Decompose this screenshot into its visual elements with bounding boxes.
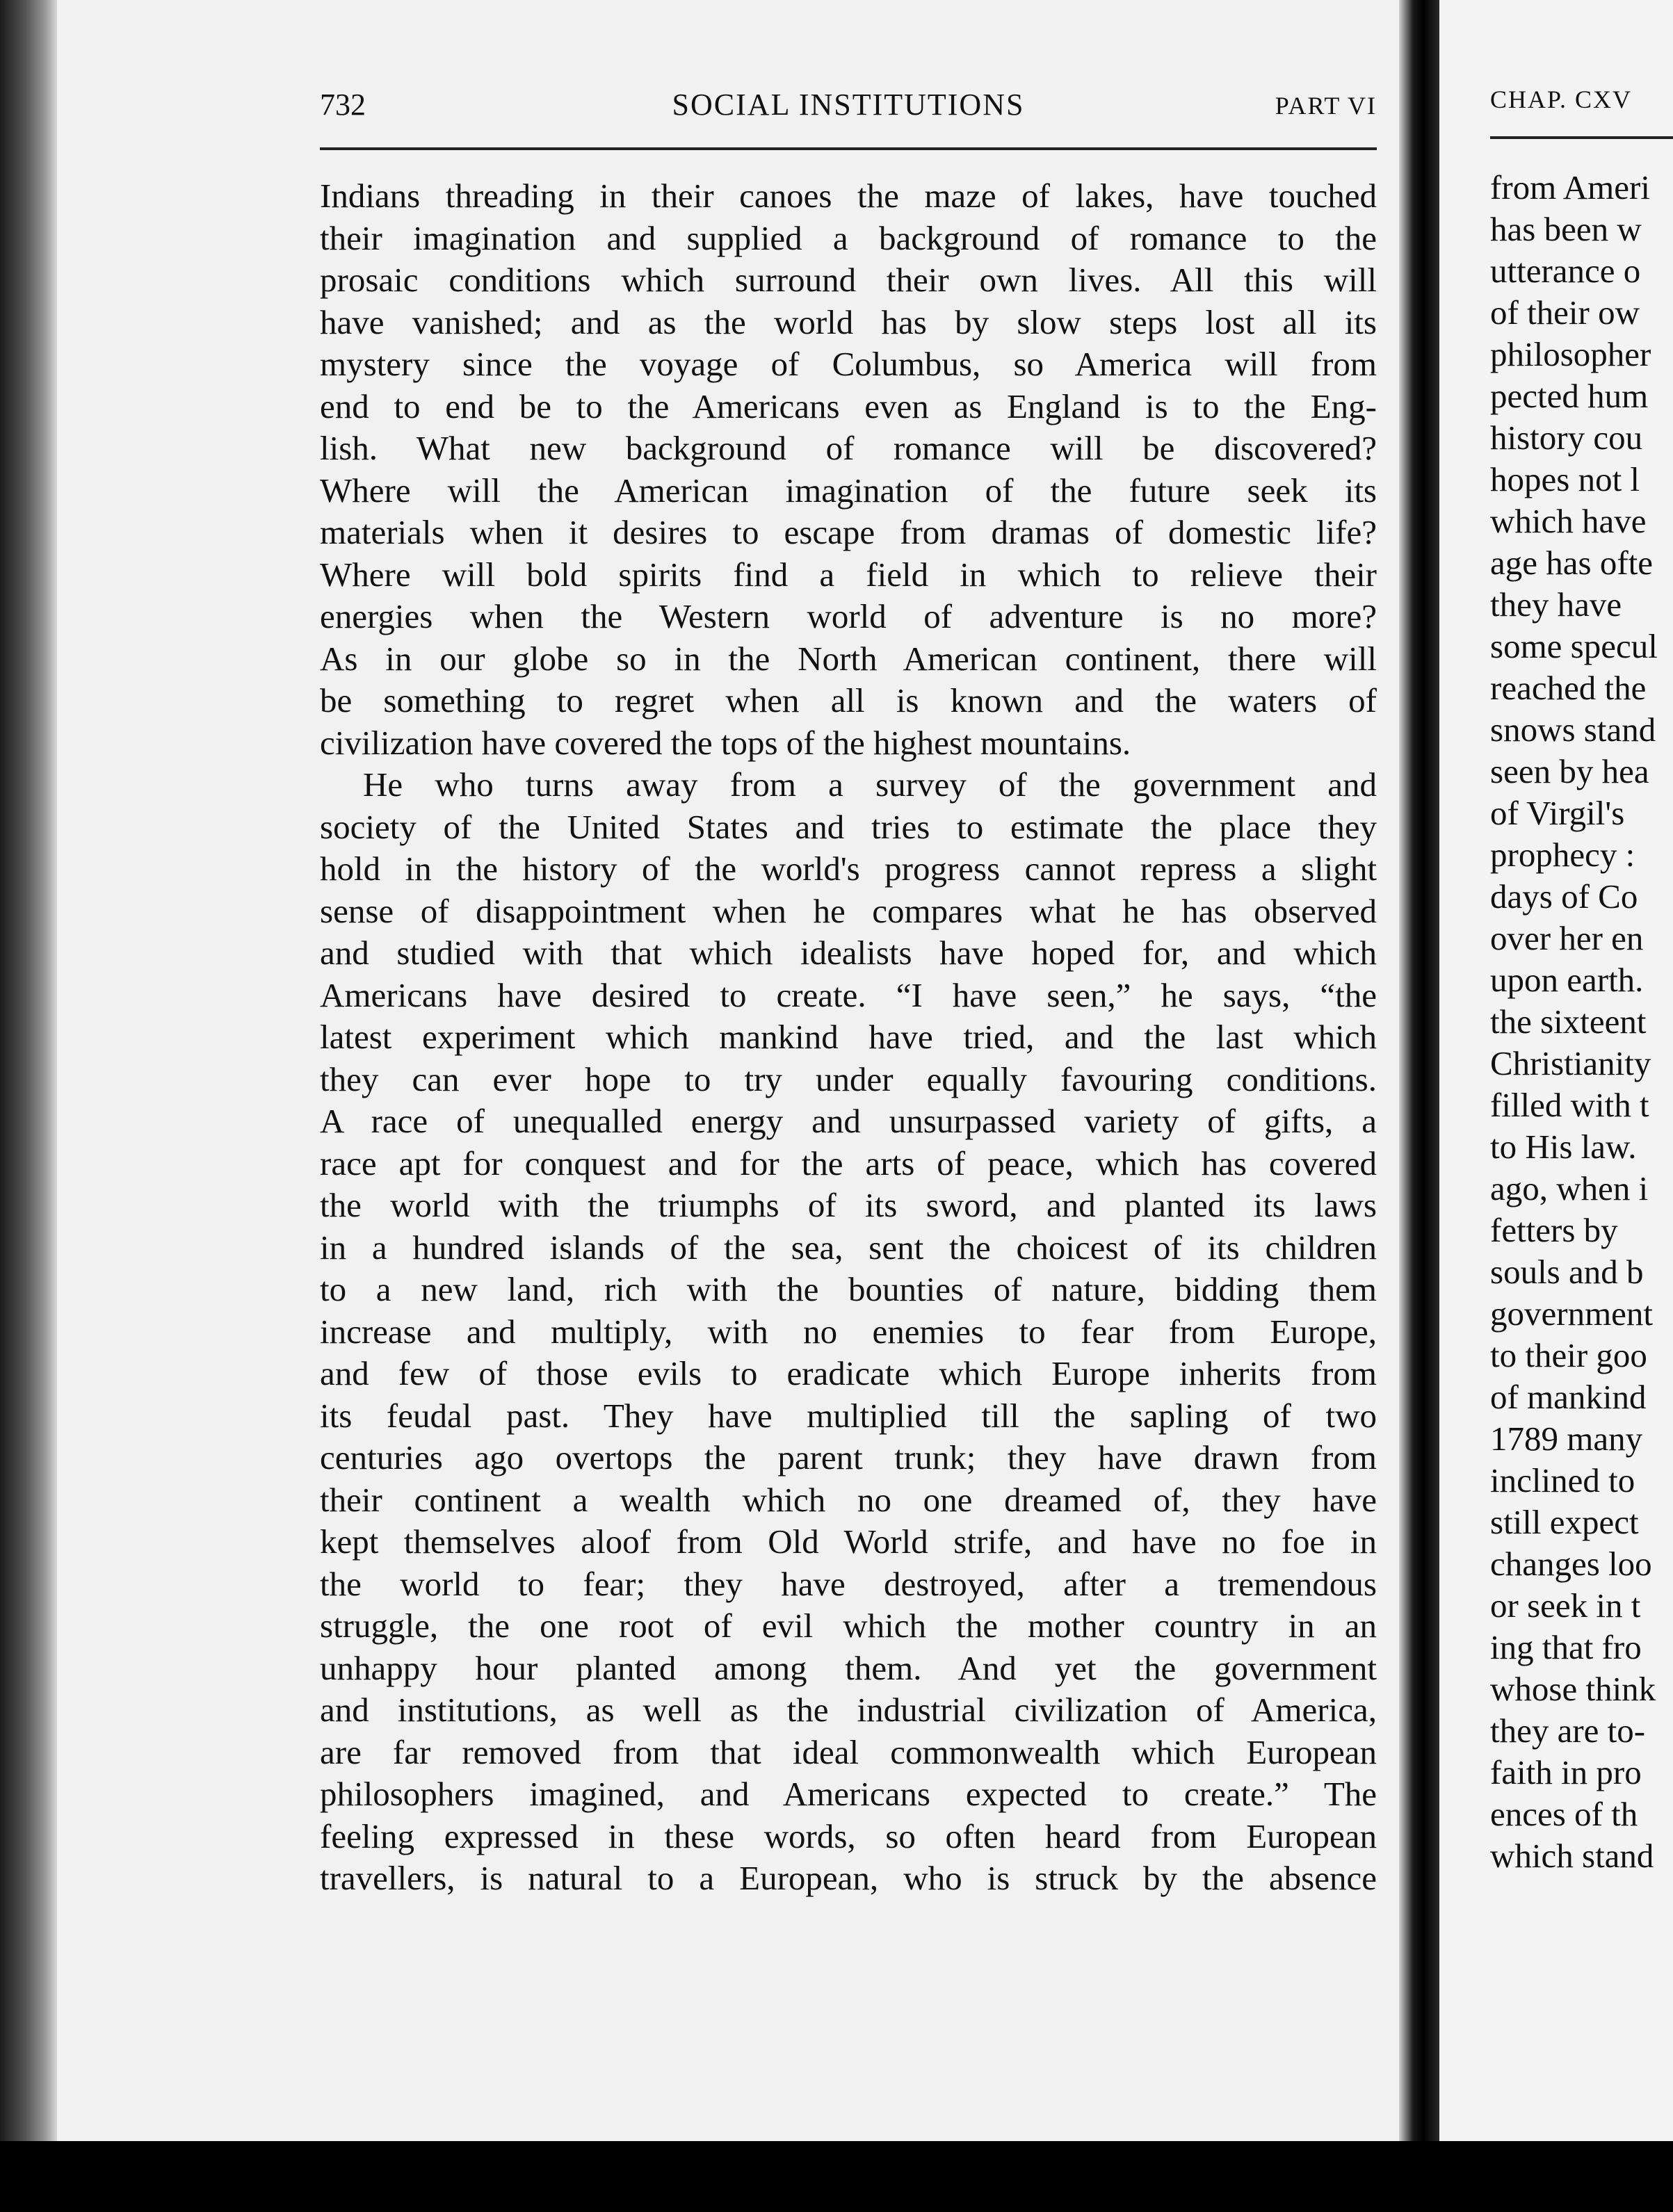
- text-line: the world to fear; they have destroyed, after a tremendous: [320, 1564, 1377, 1603]
- text-line: philosophers imagined, and Americans expected to create.” The: [320, 1775, 1377, 1813]
- text-line: history cou: [1490, 418, 1643, 457]
- text-line: be something to regret when all is known and the waters of: [320, 681, 1377, 719]
- text-line: snows stand: [1490, 710, 1656, 749]
- text-line: As in our globe so in the North American continent, there will: [320, 639, 1377, 678]
- text-line: has been w: [1490, 210, 1642, 248]
- text-line: ences of th: [1490, 1795, 1638, 1833]
- left-page-header: [320, 87, 1377, 129]
- text-line: unhappy hour planted among them. And yet the government: [320, 1648, 1377, 1687]
- text-line: seen by hea: [1490, 752, 1649, 790]
- text-line: are far removed from that ideal commonwealth which European: [320, 1732, 1377, 1771]
- text-line: A race of unequalled energy and unsurpassed variety of gifts, a: [320, 1102, 1377, 1140]
- text-line: the sixteent: [1490, 1002, 1647, 1041]
- text-line: sense of disappointment when he compares what he has observed: [320, 891, 1377, 930]
- text-line: to His law.: [1490, 1128, 1637, 1166]
- text-line: they are to-: [1490, 1711, 1646, 1750]
- text-line: ago, when i: [1490, 1169, 1649, 1207]
- book-edge-shadow: [0, 0, 57, 2212]
- text-line: they can ever hope to try under equally favouring conditions.: [320, 1059, 1377, 1098]
- text-line: to a new land, rich with the bounties of nature, bidding them: [320, 1270, 1377, 1308]
- text-line: inclined to: [1490, 1461, 1635, 1499]
- text-line: Indians threading in their canoes the maze of lakes, have touched: [320, 177, 1377, 215]
- text-line: government: [1490, 1294, 1654, 1333]
- scan-border: [0, 2141, 1673, 2212]
- page-number: 732: [320, 88, 366, 122]
- right-page-text: [1490, 167, 1658, 1877]
- text-line: struggle, the one root of evil which the mother country in an: [320, 1607, 1377, 1645]
- text-line: its feudal past. They have multiplied till the sapling of two: [320, 1396, 1377, 1435]
- text-line: hopes not l: [1490, 460, 1640, 498]
- right-header-rule: [1490, 136, 1673, 139]
- text-line: latest experiment which mankind have tried, and the last which: [320, 1018, 1377, 1056]
- body-text: [320, 175, 1377, 1900]
- text-line: of their ow: [1490, 293, 1640, 332]
- text-line: end to end be to the Americans even as England is to the Eng-: [320, 387, 1377, 425]
- text-line: hold in the history of the world's progress cannot repress a slight: [320, 849, 1377, 888]
- text-line: society of the United States and tries to estimate the place they: [320, 807, 1377, 846]
- text-line: travellers, is natural to a European, who is struck by the absence: [320, 1859, 1377, 1897]
- text-line: Where will bold spirits find a field in which to relieve their: [320, 555, 1377, 594]
- part-label: PART VI: [1275, 92, 1377, 120]
- text-line: which stand: [1490, 1837, 1654, 1875]
- text-line: Americans have desired to create. “I have seen,” he says, “the: [320, 975, 1377, 1014]
- text-line: 1789 many: [1490, 1420, 1643, 1458]
- text-line: still expect: [1490, 1503, 1639, 1541]
- text-line: prophecy :: [1490, 836, 1635, 874]
- text-line: utterance o: [1490, 252, 1641, 290]
- text-line: days of Co: [1490, 877, 1638, 916]
- right-page-header: CHAP. CXV: [1490, 86, 1633, 113]
- text-line: to their goo: [1490, 1336, 1647, 1374]
- text-line: which have: [1490, 502, 1647, 540]
- text-line: or seek in t: [1490, 1586, 1641, 1625]
- text-line: faith in pro: [1490, 1753, 1642, 1791]
- text-line: filled with t: [1490, 1086, 1649, 1124]
- text-line: Where will the American imagination of the future seek its: [320, 471, 1377, 510]
- text-line: from Ameri: [1490, 168, 1650, 206]
- text-line: increase and multiply, with no enemies to fear from Europe,: [320, 1312, 1377, 1351]
- text-line: of mankind: [1490, 1378, 1647, 1416]
- text-line: feeling expressed in these words, so often heard from European: [320, 1816, 1377, 1855]
- text-line: the world with the triumphs of its sword, and planted its laws: [320, 1186, 1377, 1224]
- text-line: materials when it desires to escape from dramas of domestic life?: [320, 513, 1377, 551]
- running-title: SOCIAL INSTITUTIONS: [672, 88, 1025, 122]
- text-line: their imagination and supplied a background of romance to the: [320, 218, 1377, 257]
- text-line: have vanished; and as the world has by slow steps lost all its: [320, 302, 1377, 341]
- text-line: kept themselves aloof from Old World strife, and have no foe in: [320, 1522, 1377, 1561]
- text-line: their continent a wealth which no one dreamed of, they have: [320, 1480, 1377, 1519]
- text-line: over her en: [1490, 919, 1644, 957]
- text-line: and institutions, as well as the industrial civilization of America,: [320, 1691, 1377, 1729]
- paragraph-end-line: civilization have covered the tops of the highest mountains.: [320, 723, 1131, 762]
- text-line: lish. What new background of romance will be discovered?: [320, 429, 1377, 467]
- text-line: race apt for conquest and for the arts of peace, which has covered: [320, 1144, 1377, 1182]
- text-line: age has ofte: [1490, 544, 1653, 582]
- text-line: pected hum: [1490, 377, 1649, 415]
- book-gutter: [1399, 0, 1439, 2141]
- text-line: mystery since the voyage of Columbus, so America will from: [320, 345, 1377, 383]
- text-line: changes loo: [1490, 1545, 1652, 1583]
- text-line: they have: [1490, 585, 1622, 624]
- text-line: energies when the Western world of adventure is no more?: [320, 597, 1377, 635]
- paragraph-start-line: He who turns away from a survey of the government and: [363, 765, 1377, 804]
- text-line: in a hundred islands of the sea, sent the choicest of its children: [320, 1228, 1377, 1267]
- text-line: some specul: [1490, 627, 1658, 665]
- text-line: fetters by: [1490, 1211, 1618, 1249]
- text-line: philosopher: [1490, 335, 1651, 373]
- header-rule: [320, 147, 1377, 150]
- text-line: whose think: [1490, 1670, 1656, 1708]
- text-line: ing that fro: [1490, 1628, 1642, 1666]
- text-line: Christianity: [1490, 1044, 1651, 1082]
- text-line: centuries ago overtops the parent trunk; they have drawn from: [320, 1438, 1377, 1477]
- text-line: prosaic conditions which surround their own lives. All this will: [320, 261, 1377, 299]
- text-line: souls and b: [1490, 1253, 1644, 1291]
- text-line: upon earth.: [1490, 961, 1644, 999]
- text-line: reached the: [1490, 669, 1647, 707]
- text-line: and studied with that which idealists have hoped for, and which: [320, 934, 1377, 972]
- text-line: of Virgil's: [1490, 794, 1625, 832]
- text-line: and few of those evils to eradicate which Europe inherits from: [320, 1354, 1377, 1392]
